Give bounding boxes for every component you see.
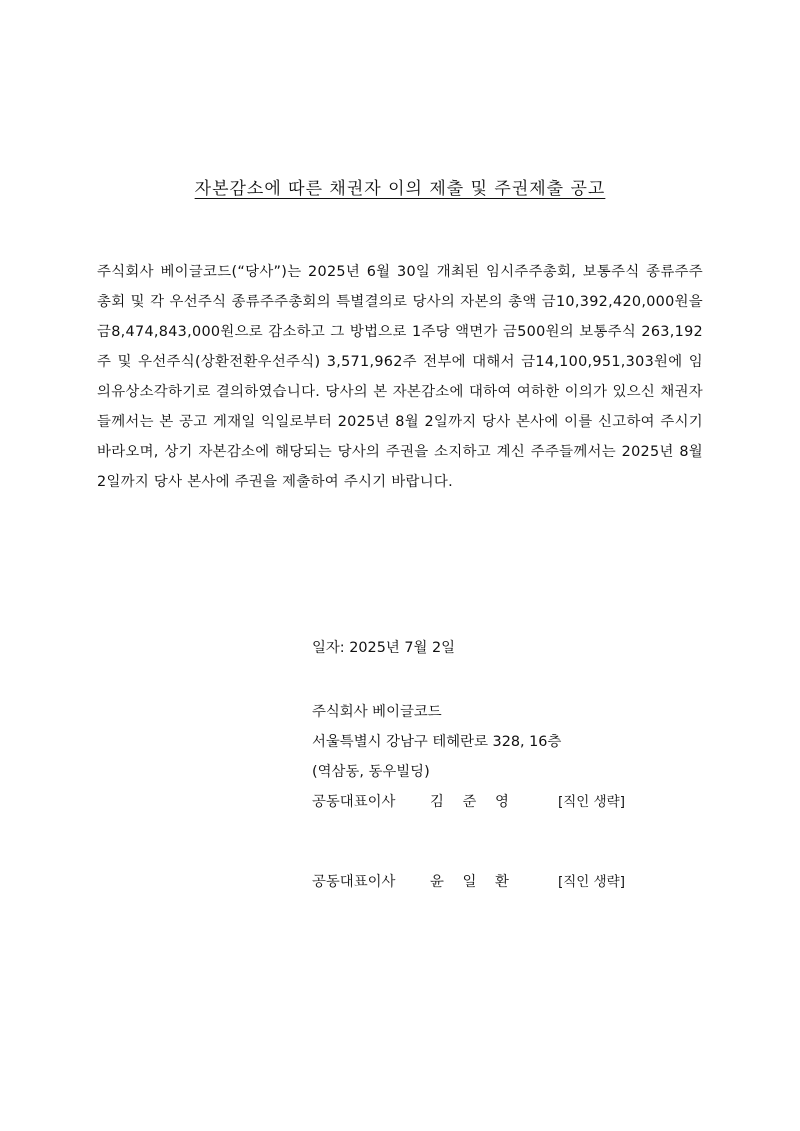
company-name: 주식회사 베이글코드 <box>312 704 442 720</box>
representative-title: 공동대표이사 <box>312 874 396 890</box>
representative-name: 윤 일 환 <box>430 874 509 890</box>
company-block <box>312 697 625 817</box>
company-address: 서울특별시 강남구 테헤란로 328, 16층 <box>312 734 562 750</box>
notice-title <box>0 174 800 199</box>
representative-title: 공동대표이사 <box>312 794 396 810</box>
seal-omitted-note: [직인 생략] <box>558 794 625 810</box>
company-address-detail: (역삼동, 동우빌딩) <box>312 764 430 780</box>
representative-row <box>312 787 625 817</box>
notice-body: 주식회사 베이글코드(“당사”)는 2025년 6월 30일 개최된 임시주주총회, 보통주식 종류주주총회 및 각 우선주식 종류주주총회의 특별결의로 당사의 자본의 총액 금10,392,420,000원을 금8,474,843,000원으로 감소하고 그 방법으로 1주당 액면가 금500원의 보통주식 263,192주 및 우선주식(상환전환우선주식) 3,571,962주 전부에 대해서 금14,100,951,303원에 임의유상소각하기로 결의하였습니다. 당사의 본 자본감소에 대하여 여하한 이의가 있으신 채권자들께서는 본 공고 게재일 익일로부터 2025년 8월 2일까지 당사 본사에 이를 신고하여 주시기 바라오며, 상기 자본감소에 해당되는 당사의 주권을 소지하고 계신 주주들께서는 2025년 8월 2일까지 당사 본사에 주권을 제출하여 주시기 바랍니다. <box>97 264 703 490</box>
representative-name: 김 준 영 <box>430 794 509 810</box>
date-line: 일자: 2025년 7월 2일 <box>312 640 456 656</box>
notice-title-text: 자본감소에 따른 채권자 이의 제출 및 주권제출 공고 <box>194 179 606 199</box>
seal-omitted-note: [직인 생략] <box>558 874 625 890</box>
representative-row <box>312 867 625 897</box>
